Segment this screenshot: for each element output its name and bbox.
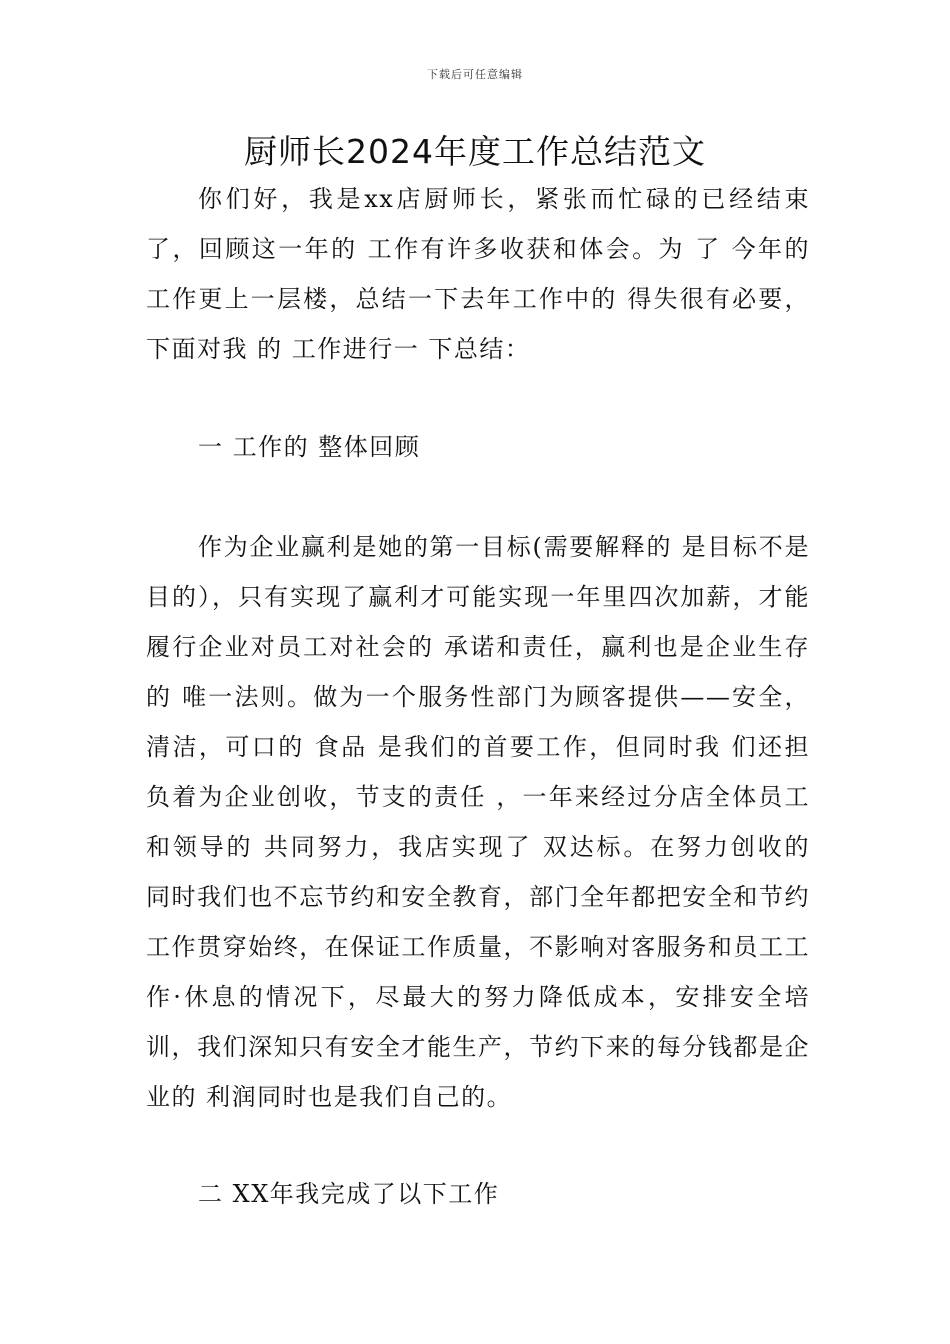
intro-paragraph: 你们好，我是xx店厨师长，紧张而忙碌的已经结束了，回顾这一年的 工作有许多收获和体会。为 了 今年的 工作更上一层楼，总结一下去年工作中的 得失很有必要，下面对我 的 工作进行一 下总结： [146, 185, 810, 363]
section-2-heading: 二 XX年我完成了以下工作 [198, 1180, 500, 1208]
document-title: 厨师长2024年度工作总结范文 [244, 132, 706, 171]
section-1-paragraph: 作为企业赢利是她的第一目标(需要解释的 是目标不是目的），只有实现了赢利才可能实现一年里四次加薪，才能履行企业对员工对社会的 承诺和责任，赢利也是企业生存的 唯一法则。做为一个服务性部门为顾客提供——安全，清洁，可口的 食品 是我们的首要工作，但同时我 们还担负着为企业创收，节支的责任 ，一年来经过分店全体员工和领导的 共同努力，我店实现了 双达标。在努力创收的 同时我们也不忘节约和安全教育，部门全年都把安全和节约工作贯穿始终，在保证工作质量，不影响对客服务和员工工作·休息的情况下，尽最大的努力降低成本，安排安全培训，我们深知只有安全才能生产，节约下来的每分钱都是企业的 利润同时也是我们自己的。 [146, 533, 810, 1111]
header-note: 下载后可任意编辑 [427, 68, 523, 81]
section-1-heading: 一 工作的 整体回顾 [198, 433, 421, 461]
